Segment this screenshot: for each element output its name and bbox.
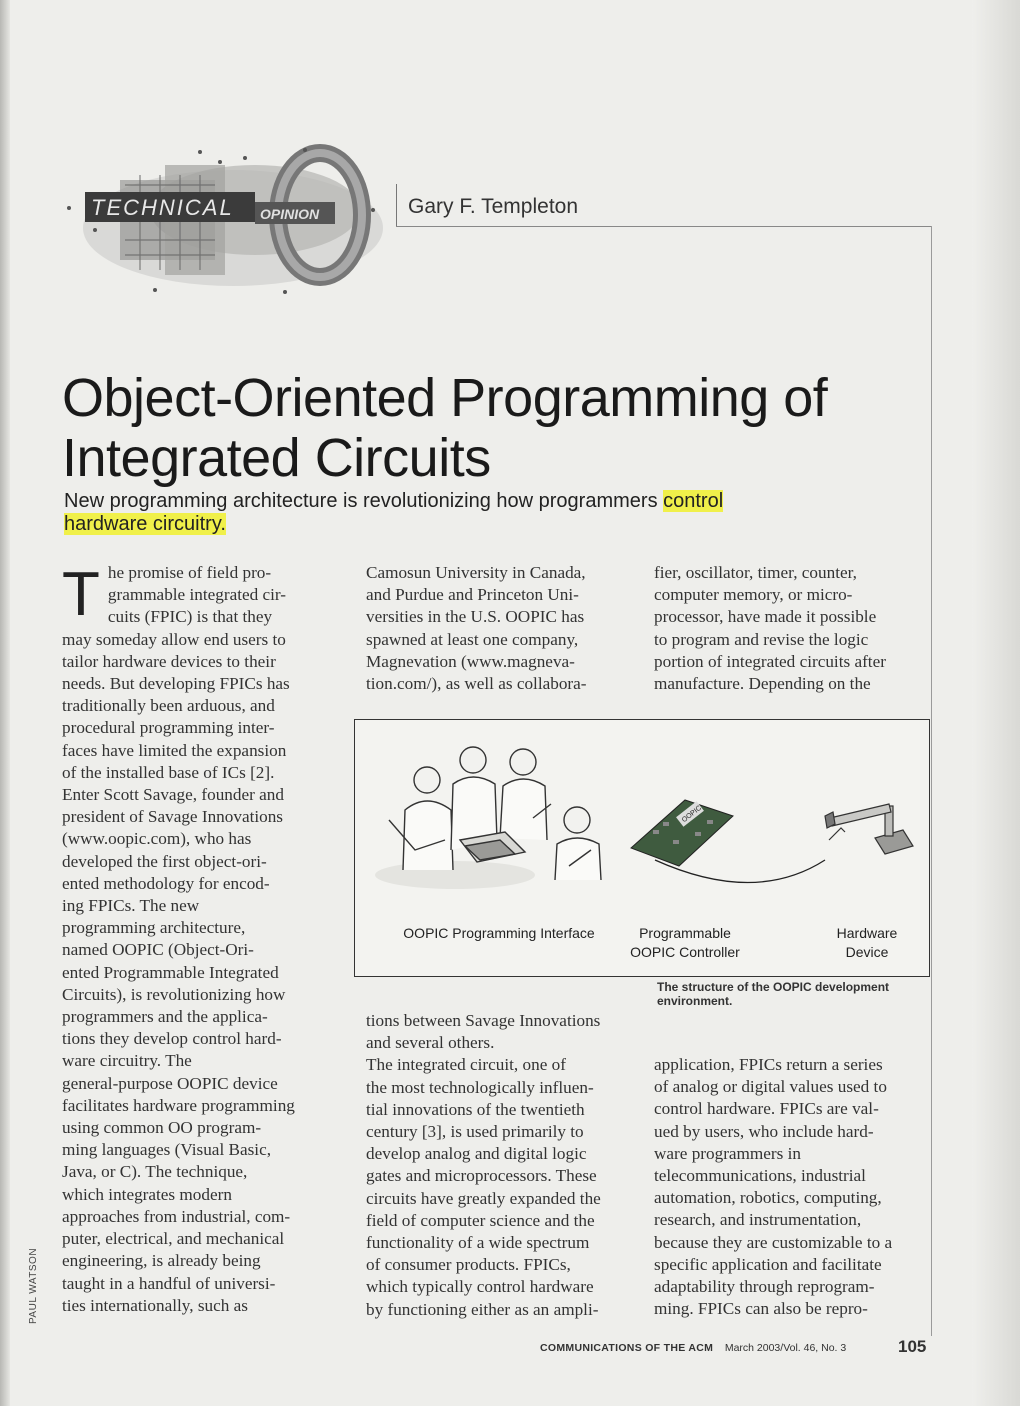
page-number: 105 [898, 1337, 927, 1356]
body-column-2-top-text: Camosun University in Canada, and Purdue and Princeton Uni- versities in the U.S. OOPIC has spawned at least one company, Magnevation (www.magneva- tion.com/), as well as collabora- [366, 563, 587, 694]
board-label: OOPIC [680, 804, 703, 825]
programmers-illustration [375, 747, 601, 889]
body-column-3-bottom [654, 1054, 934, 1320]
article-title-line-2: Integrated Circuits [62, 428, 491, 488]
body-column-1-text: he promise of field pro- grammable integrated cir- cuits (FPIC) is that they may someday allow end users to tailor hardware devices to their needs. But developing FPICs has traditionally been arduous, and procedural programming inter- faces have limited the expansion of the installed base of ICs [2]. Enter Scott Savage, founder and president of Savage Innovations (www.oopic.com), who has developed the first object-ori- ented methodology for encod- ing FPICs. The new programming architecture, named OOPIC (Object-Ori- ented Programmable Integrated Circuits), is revolutionizing how programmers and the applica- tions they develop control hard- ware circuitry. The general-purpose OOPIC device facilitates hardware programming using common OO program- ming languages (Visual Basic, Java, or C). The technique, which integrates modern approaches from industrial, com- puter, electrical, and mechanical engineering, is already being taught in a handful of universi- ties internationally, such as [62, 563, 295, 1315]
body-column-2-bottom-text: tions between Savage Innovations and several others. The integrated circuit, one of the most technologically influen- tial innovations of the twentieth century [3], is used primarily to develop analog and digital logic gates and microprocessors. These circuits have greatly expanded the field of computer science and the functionality of a wide spectrum of consumer products. FPICs, which typically control hardware by functioning either as an ampli- [366, 1011, 601, 1319]
figure-caption: The structure of the OOPIC development environment. [657, 980, 890, 1008]
body-column-2-bottom [366, 1010, 646, 1321]
page-edge-right [972, 0, 1020, 1406]
figure-illustration [355, 720, 929, 920]
subtitle-text: New programming architecture is revolutionizing how programmers [64, 490, 664, 512]
label-programming-interface: OOPIC Programming Interface [403, 925, 595, 941]
label-hardware-device: Hardware Device [836, 925, 898, 960]
body-column-1 [62, 562, 347, 1317]
photo-credit: PAUL WATSON [28, 1247, 39, 1324]
technical-opinion-logo [55, 140, 395, 310]
figure-oopic-environment [354, 719, 930, 977]
issue-info: March 2003/Vol. 46, No. 3 [724, 1342, 847, 1354]
author-rule-vertical [396, 184, 397, 226]
label-oopic-controller: Programmable OOPIC Controller [630, 925, 740, 960]
body-column-2-top [366, 562, 646, 695]
page-footer [540, 1342, 846, 1354]
body-column-3-top-text: fier, oscillator, timer, counter, computer memory, or micro- processor, have made it possible to program and revise the logic portion of integrated circuits after manufacture. Depending on the [654, 563, 886, 694]
page-edge-left [0, 0, 10, 1406]
body-column-3-top [654, 562, 934, 695]
author-name: Gary F. Templeton [408, 195, 579, 218]
article-title-line-1: Object-Oriented Programming of [62, 368, 828, 428]
author-rule-horizontal [396, 226, 932, 227]
body-column-3-bottom-text: application, FPICs return a series of analog or digital values used to control hardware. FPICs are val- ued by users, who include hard- ware programmers in telecommunications, industrial automation, robotics, computing, research, and instrumentation, because they are customizable to a specific application and facilitate adaptability through reprogram- ming. FPICs can also be repro- [654, 1055, 893, 1319]
journal-name: COMMUNICATIONS OF THE ACM [540, 1342, 714, 1354]
logo-opinion-text: OPINION [260, 206, 320, 222]
drop-cap: T [62, 560, 100, 629]
hardware-device-illustration [825, 804, 913, 854]
oopic-board-illustration [631, 800, 825, 883]
article-title [62, 368, 942, 488]
article-subtitle [64, 490, 764, 536]
subtitle-highlight: control hardware circuitry. [64, 490, 724, 535]
logo-technical-text: TECHNICAL [91, 195, 234, 220]
